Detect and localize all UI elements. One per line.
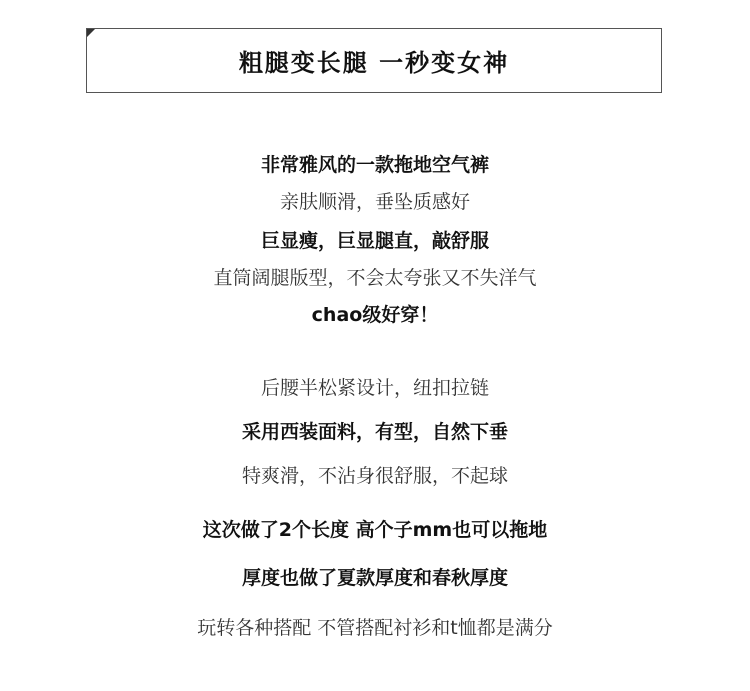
- copy-line-8: 特爽滑，不沾身很舒服，不起球: [241, 465, 508, 487]
- copy-line-7: 采用西装面料，有型，自然下垂: [241, 421, 508, 443]
- copy-line-1: 非常雅风的一款拖地空气裤: [260, 154, 489, 176]
- page-title: 粗腿变长腿 一秒变女神: [238, 48, 510, 77]
- copy-line-4: 直筒阔腿版型，不会太夸张又不失洋气: [213, 267, 537, 289]
- copy-line-2: 亲肤顺滑，垂坠质感好: [279, 191, 470, 213]
- copy-line-3: 巨显瘦，巨显腿直，敲舒服: [260, 230, 489, 252]
- copy-line-6: 后腰半松紧设计，纽扣拉链: [260, 377, 489, 399]
- corner-triangle-icon: [87, 29, 95, 37]
- copy-line-5: chao级好穿！: [311, 304, 439, 326]
- title-banner: [86, 28, 662, 93]
- copy-line-11: 玩转各种搭配 不管搭配衬衫和t恤都是满分: [197, 617, 553, 639]
- copy-line-9: 这次做了2个长度 高个子mm也可以拖地: [202, 519, 548, 541]
- copy-line-10: 厚度也做了夏款厚度和春秋厚度: [241, 567, 508, 589]
